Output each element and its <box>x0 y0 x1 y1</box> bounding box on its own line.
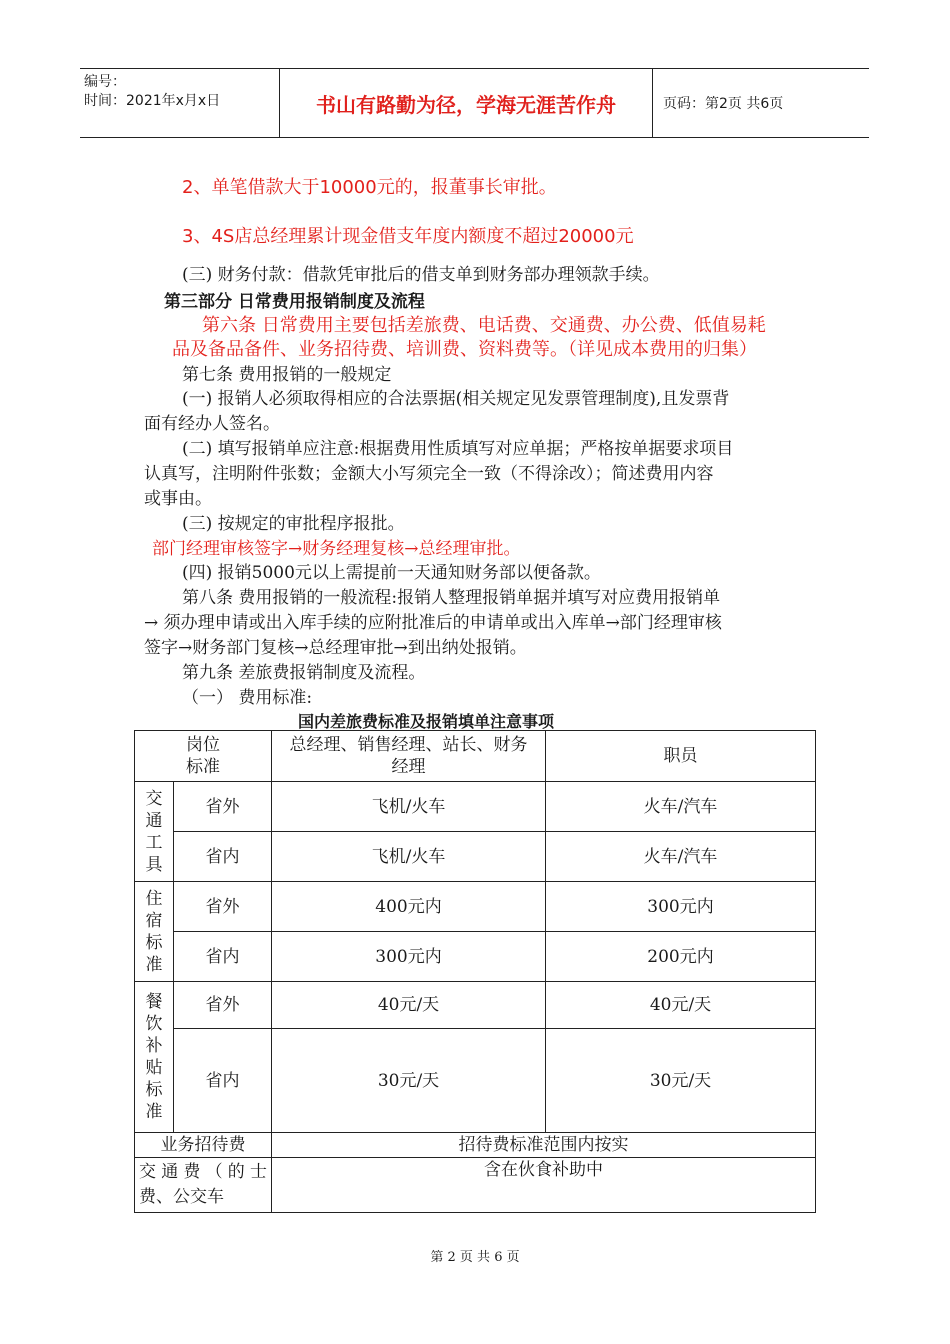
table-row <box>135 1133 816 1158</box>
article-8-line3: 签字→财务部门复核→总经理审批→到出纳处报销。 <box>144 638 527 658</box>
entertainment-value: 招待费标准范围内按实 <box>272 1133 816 1158</box>
doc-date-label: 时间：2021年x月x日 <box>84 93 221 109</box>
table-row <box>135 832 816 882</box>
rule-2-line3: 或事由。 <box>144 489 212 509</box>
table-row <box>135 1158 816 1213</box>
header-meta <box>80 69 280 137</box>
article-8-line1: 第八条 费用报销的一般流程:报销人整理报销单据并填写对应费用报销单 <box>182 588 721 608</box>
rule-1-line1: (一) 报销人必须取得相应的合法票据(相关规定见发票管理制度),且发票背 <box>182 389 730 409</box>
table-cell: 飞机/火车 <box>272 782 546 832</box>
rule-4: (四) 报销5000元以上需提前一天通知财务部以便备款。 <box>182 563 601 583</box>
rule-3: (三) 按规定的审批程序报批。 <box>182 514 405 534</box>
header-page-number: 页码：第2页 共6页 <box>663 96 784 112</box>
table-cell: 300元内 <box>546 882 816 932</box>
region-in-label: 省内 <box>174 832 272 882</box>
region-in-label: 省内 <box>174 932 272 982</box>
region-in-label: 省内 <box>174 1029 272 1133</box>
table-cell: 400元内 <box>272 882 546 932</box>
header-motto: 书山有路勤为径，学海无涯苦作舟 <box>280 69 653 137</box>
table-cell: 40元/天 <box>546 982 816 1029</box>
entertainment-label: 业务招待费 <box>135 1133 272 1158</box>
table-cell: 30元/天 <box>546 1029 816 1133</box>
article-6-line2: 品及备品备件、业务招待费、培训费、资料费等。（详见成本费用的归集） <box>172 339 757 360</box>
finance-payment: (三) 财务付款：借款凭审批后的借支单到财务部办理领款手续。 <box>182 265 660 285</box>
table-row <box>135 782 816 832</box>
table-cell: 200元内 <box>546 932 816 982</box>
table-row <box>135 982 816 1029</box>
fee-standard-heading: （一） 费用标准: <box>182 688 313 708</box>
article-8-line2: → 须办理申请或出入库手续的应附批准后的申请单或出入库单→部门经理审核 <box>144 613 722 633</box>
loan-rule-2: 2、单笔借款大于10000元的，报董事长审批。 <box>182 177 557 198</box>
table-row <box>135 1029 816 1133</box>
staff-column-header: 职员 <box>546 731 816 782</box>
table-cell: 40元/天 <box>272 982 546 1029</box>
local-transport-label: 交通费（的士费、公交车 <box>135 1158 272 1213</box>
corner-cell <box>135 731 272 782</box>
travel-expense-table <box>134 730 816 1213</box>
exec-column-header: 总经理、销售经理、站长、财务经理 <box>272 731 546 782</box>
rule-2-line1: (二) 填写报销单应注意:根据费用性质填写对应单据；严格按单据要求项目 <box>182 439 734 459</box>
table-cell: 300元内 <box>272 932 546 982</box>
table-cell: 飞机/火车 <box>272 832 546 882</box>
table-row <box>135 932 816 982</box>
corner-bottom-label: 标准 <box>186 757 220 777</box>
page-footer: 第 2 页 共 6 页 <box>430 1250 520 1265</box>
region-out-label: 省外 <box>174 982 272 1029</box>
local-transport-value: 含在伙食补助中 <box>272 1158 816 1213</box>
loan-rule-3: 3、4S店总经理累计现金借支年度内额度不超过20000元 <box>182 226 634 247</box>
doc-number-label: 编号： <box>84 74 126 90</box>
meal-group-label: 餐 饮 补 贴 标 准 <box>135 982 174 1133</box>
article-9: 第九条 差旅费报销制度及流程。 <box>182 663 426 683</box>
table-row <box>135 882 816 932</box>
table-cell: 火车/汽车 <box>546 782 816 832</box>
page-header <box>80 68 869 138</box>
transport-group-label: 交 通 工 具 <box>135 782 174 882</box>
lodging-group-label: 住 宿 标 准 <box>135 882 174 982</box>
rule-2-line2: 认真写，注明附件张数；金额大小写须完全一致（不得涂改）；简述费用内容 <box>144 464 714 484</box>
table-cell: 30元/天 <box>272 1029 546 1133</box>
article-7: 第七条 费用报销的一般规定 <box>182 365 392 385</box>
corner-top-label: 岗位 <box>186 735 220 755</box>
article-6-line1: 第六条 日常费用主要包括差旅费、电话费、交通费、办公费、低值易耗 <box>202 315 766 336</box>
region-out-label: 省外 <box>174 782 272 832</box>
table-title: 国内差旅费标准及报销填单注意事项 <box>298 712 555 731</box>
table-cell: 火车/汽车 <box>546 832 816 882</box>
rule-1-line2: 面有经办人签名。 <box>144 414 280 434</box>
approval-chain: 部门经理审核签字→财务经理复核→总经理审批。 <box>152 539 521 559</box>
table-header-row <box>135 731 816 782</box>
section-3-heading: 第三部分 日常费用报销制度及流程 <box>164 292 425 312</box>
region-out-label: 省外 <box>174 882 272 932</box>
